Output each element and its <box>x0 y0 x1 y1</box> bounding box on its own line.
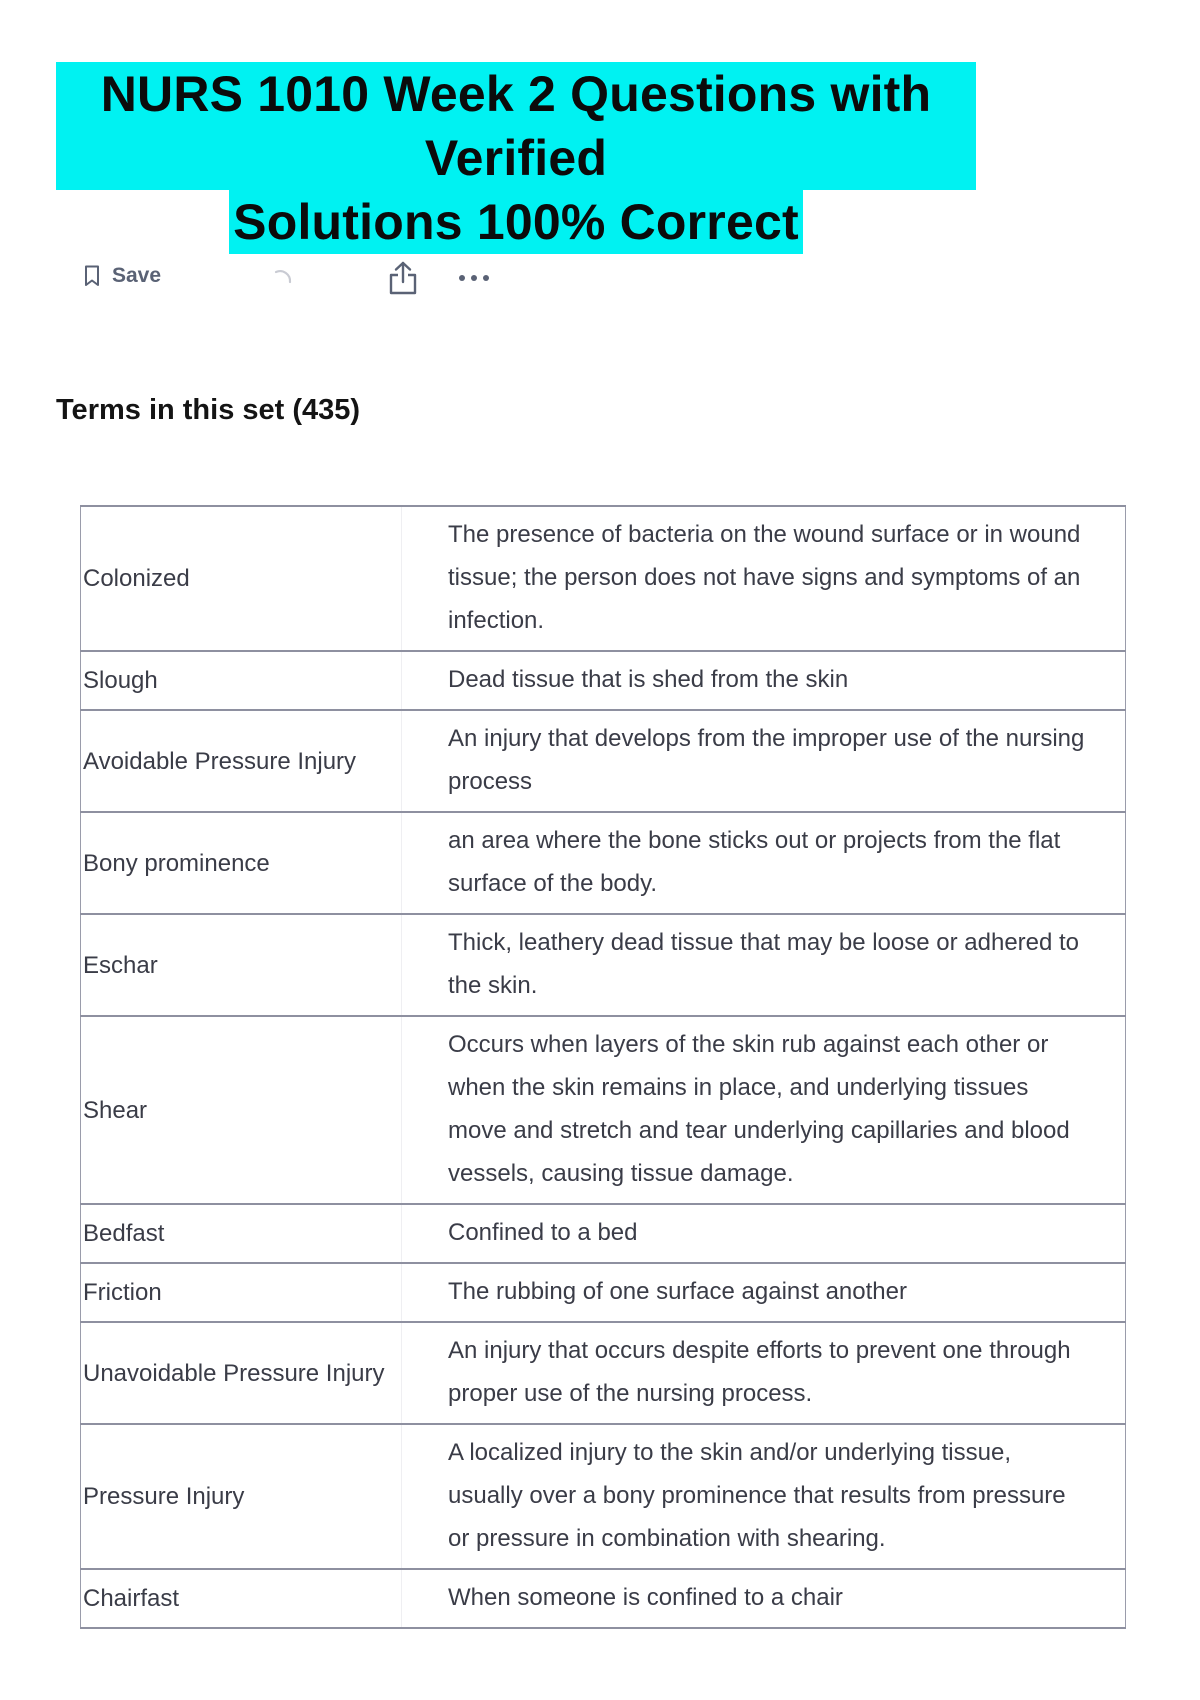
table-row <box>81 914 1126 1016</box>
page-title-line-2: Solutions 100% Correct <box>229 190 803 254</box>
term-cell: Slough <box>81 651 402 710</box>
definition-cell: Confined to a bed <box>402 1204 1126 1263</box>
definition-cell: Thick, leathery dead tissue that may be loose or adhered to the skin. <box>402 914 1126 1016</box>
term-cell: Shear <box>81 1016 402 1204</box>
term-cell: Avoidable Pressure Injury <box>81 710 402 812</box>
page-title <box>56 62 976 254</box>
save-label: Save <box>112 264 162 287</box>
term-cell: Colonized <box>81 506 402 651</box>
table-row <box>81 1263 1126 1322</box>
term-cell: Unavoidable Pressure Injury <box>81 1322 402 1424</box>
definition-cell: When someone is confined to a chair <box>402 1569 1126 1628</box>
set-toolbar <box>84 258 524 302</box>
term-cell: Bedfast <box>81 1204 402 1263</box>
more-options-icon[interactable] <box>456 268 492 288</box>
share-icon[interactable] <box>386 260 420 296</box>
definition-cell: The rubbing of one surface against another <box>402 1263 1126 1322</box>
table-row <box>81 506 1126 651</box>
table-row <box>81 1016 1126 1204</box>
table-row <box>81 1424 1126 1569</box>
term-cell: Friction <box>81 1263 402 1322</box>
page-title-line-1: NURS 1010 Week 2 Questions with Verified <box>56 62 976 190</box>
save-button[interactable] <box>84 264 161 288</box>
definition-cell: Occurs when layers of the skin rub against each other or when the skin remains in place, and underlying tissues move and stretch and tear underlying capillaries and blood vessels, causing tissue damage. <box>402 1016 1126 1204</box>
table-row <box>81 710 1126 812</box>
bookmark-icon <box>84 265 100 287</box>
definition-cell: The presence of bacteria on the wound surface or in wound tissue; the person does not have signs and symptoms of an infection. <box>402 506 1126 651</box>
terms-count-heading: Terms in this set (435) <box>56 394 361 426</box>
table-row <box>81 651 1126 710</box>
definition-cell: an area where the bone sticks out or projects from the flat surface of the body. <box>402 812 1126 914</box>
term-cell: Bony prominence <box>81 812 402 914</box>
table-row <box>81 1322 1126 1424</box>
term-cell: Chairfast <box>81 1569 402 1628</box>
table-row <box>81 1569 1126 1628</box>
table-row <box>81 1204 1126 1263</box>
term-cell: Eschar <box>81 914 402 1016</box>
definition-cell: Dead tissue that is shed from the skin <box>402 651 1126 710</box>
loading-spinner-icon <box>270 268 294 292</box>
definition-cell: An injury that occurs despite efforts to prevent one through proper use of the nursing process. <box>402 1322 1126 1424</box>
definition-cell: A localized injury to the skin and/or underlying tissue, usually over a bony prominence that results from pressure or pressure in combination with shearing. <box>402 1424 1126 1569</box>
definition-cell: An injury that develops from the improper use of the nursing process <box>402 710 1126 812</box>
term-cell: Pressure Injury <box>81 1424 402 1569</box>
terms-table <box>80 505 1126 1629</box>
table-row <box>81 812 1126 914</box>
